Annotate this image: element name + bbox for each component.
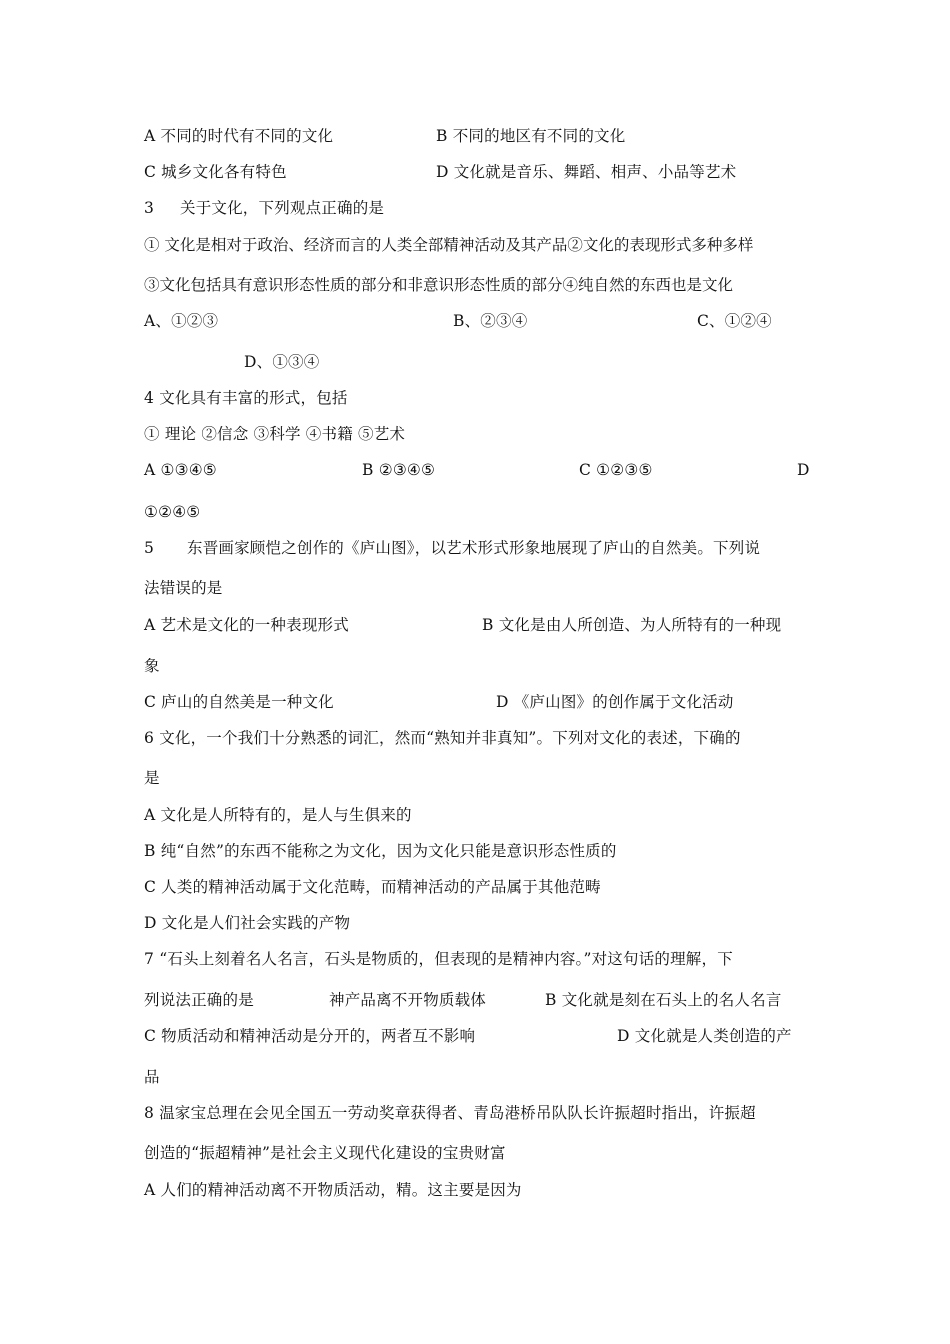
q5-number: 5 bbox=[144, 539, 155, 557]
q7-option-d-continued: 品 bbox=[144, 1068, 160, 1086]
q5-option-a: A 艺术是文化的一种表现形式 bbox=[144, 616, 349, 634]
q3-option-c: C、①②④ bbox=[697, 312, 772, 330]
q6-option-c: C 人类的精神活动属于文化范畴，而精神活动的产品属于其他范畴 bbox=[144, 878, 601, 896]
q7-option-d: D 文化就是人类创造的产 bbox=[617, 1027, 792, 1045]
q5-option-d: D 《庐山图》的创作属于文化活动 bbox=[496, 693, 734, 711]
q2-option-b: B 不同的地区有不同的文化 bbox=[436, 127, 626, 145]
q8-stem-line2: 创造的“振超精神”是社会主义现代化建设的宝贵财富 bbox=[144, 1144, 506, 1162]
q6-stem-line2: 是 bbox=[144, 769, 160, 787]
q5-option-b-continued: 象 bbox=[144, 657, 160, 675]
q4-option-d-letter: D bbox=[797, 461, 810, 479]
q4-stem: 4 文化具有丰富的形式，包括 bbox=[144, 389, 348, 407]
q6-stem-line1: 6 文化，一个我们十分熟悉的词汇，然而“熟知并非真知”。下列对文化的表述，下确的 bbox=[144, 729, 741, 747]
q4-option-c: C ①②③⑤ bbox=[579, 461, 653, 479]
q3-option-d: D、①③④ bbox=[244, 353, 320, 371]
q7-option-a-fragment: 神产品离不开物质载体 bbox=[329, 991, 487, 1009]
q7-stem-line1: 7 “石头上刻着名人名言，石头是物质的，但表现的是精神内容。”对这句话的理解，下 bbox=[144, 950, 733, 968]
q3-statement-2: ③文化包括具有意识形态性质的部分和非意识形态性质的部分④纯自然的东西也是文化 bbox=[144, 276, 734, 294]
q4-option-a: A ①③④⑤ bbox=[144, 461, 217, 479]
q5-stem-line1: 东晋画家顾恺之创作的《庐山图》，以艺术形式形象地展现了庐山的自然美。下列说 bbox=[187, 539, 761, 557]
q7-option-b: B 文化就是刻在石头上的名人名言 bbox=[545, 991, 782, 1009]
q6-option-d: D 文化是人们社会实践的产物 bbox=[144, 914, 351, 932]
q7-option-c: C 物质活动和精神活动是分开的，两者互不影响 bbox=[144, 1027, 476, 1045]
q4-option-d-value: ①②④⑤ bbox=[144, 503, 201, 521]
q6-option-b: B 纯“自然”的东西不能称之为文化，因为文化只能是意识形态性质的 bbox=[144, 842, 617, 860]
q6-option-a: A 文化是人所特有的，是人与生俱来的 bbox=[144, 806, 412, 824]
q4-items: ① 理论 ②信念 ③科学 ④书籍 ⑤艺术 bbox=[144, 425, 406, 443]
q3-option-a: A、①②③ bbox=[144, 312, 219, 330]
q5-option-b: B 文化是由人所创造、为人所特有的一种现 bbox=[482, 616, 782, 634]
q3-number: 3 bbox=[144, 199, 155, 217]
q2-option-a: A 不同的时代有不同的文化 bbox=[144, 127, 334, 145]
q2-option-d: D 文化就是音乐、舞蹈、相声、小品等艺术 bbox=[436, 163, 737, 181]
q5-stem-line2: 法错误的是 bbox=[144, 579, 223, 597]
q4-option-b: B ②③④⑤ bbox=[362, 461, 436, 479]
q3-stem: 关于文化，下列观点正确的是 bbox=[180, 199, 385, 217]
q3-option-b: B、②③④ bbox=[453, 312, 528, 330]
q2-option-c: C 城乡文化各有特色 bbox=[144, 163, 287, 181]
q8-option-a: A 人们的精神活动离不开物质活动，精。这主要是因为 bbox=[144, 1181, 522, 1199]
q7-stem-line2: 列说法正确的是 bbox=[144, 991, 254, 1009]
q5-option-c: C 庐山的自然美是一种文化 bbox=[144, 693, 334, 711]
q3-statement-1: ① 文化是相对于政治、经济而言的人类全部精神活动及其产品②文化的表现形式多种多样 bbox=[144, 236, 754, 254]
q8-stem-line1: 8 温家宝总理在会见全国五一劳动奖章获得者、青岛港桥吊队队长许振超时指出，许振超 bbox=[144, 1104, 756, 1122]
